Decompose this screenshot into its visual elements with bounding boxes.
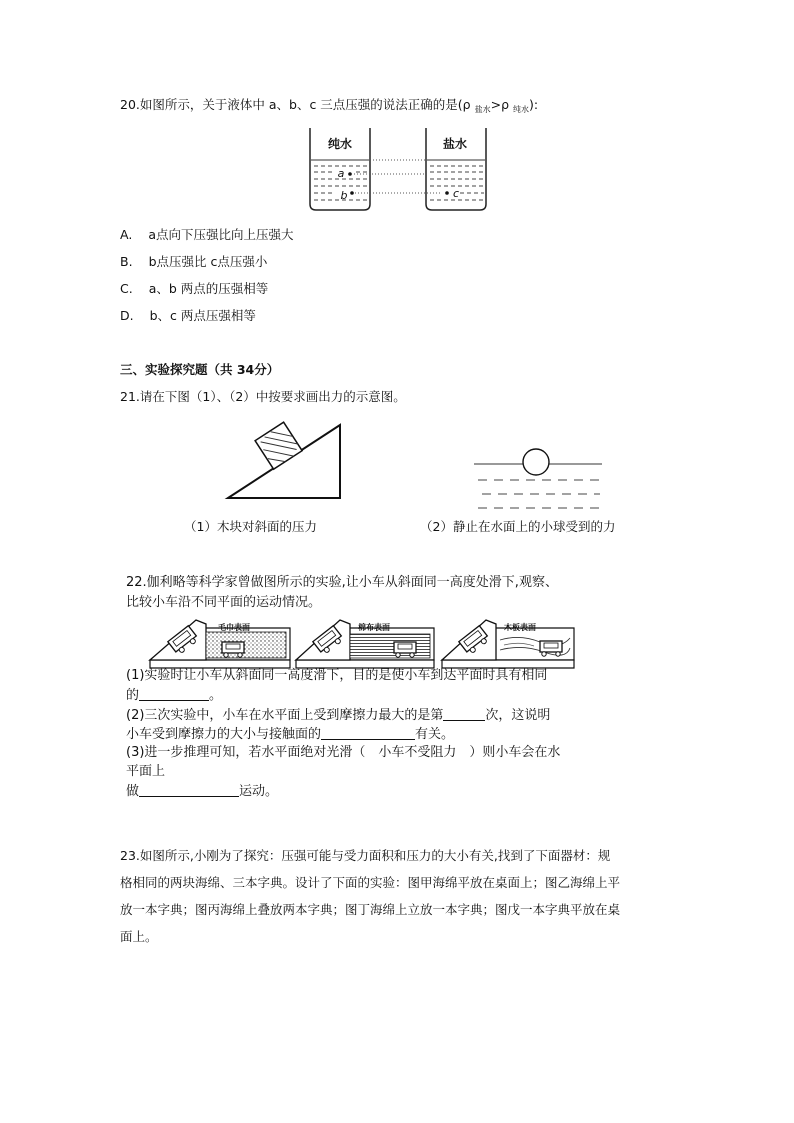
option-text: b、c 两点压强相等 bbox=[149, 308, 256, 323]
panel-wood bbox=[442, 620, 574, 668]
q20-stem-text: 20.如图所示，关于液体中 a、b、c 三点压强的说法正确的是( bbox=[120, 97, 463, 112]
point-a-label: a bbox=[337, 167, 345, 180]
q22-part1-line1: (1)实验时让小车从斜面同一高度滑下，目的是使小车到达平面时具有相同 bbox=[126, 668, 548, 683]
left-beaker-label: 纯水 bbox=[327, 137, 353, 151]
text: (2)三次实验中，小车在水平面上受到摩擦力最大的是第 bbox=[126, 708, 444, 723]
text: 小车受到摩擦力的大小与接触面的 bbox=[126, 727, 322, 742]
option-letter: D. bbox=[120, 308, 134, 323]
greater-than: > bbox=[490, 97, 502, 112]
q22-part1-line2 bbox=[126, 686, 222, 705]
panel-towel bbox=[150, 620, 290, 668]
q23-line4: 面上。 bbox=[120, 929, 158, 944]
text: 有关。 bbox=[415, 727, 455, 742]
figure2-caption: （2）静止在水面上的小球受到的力 bbox=[420, 519, 616, 534]
q22-stem-line1: 22.伽利略等科学家曾做图所示的实验,让小车从斜面同一高度处滑下,观察、 bbox=[126, 575, 558, 590]
surface-label-wood: 木板表面 bbox=[504, 623, 536, 632]
rho-symbol: ρ bbox=[501, 97, 510, 112]
rho-symbol: ρ bbox=[462, 97, 471, 112]
option-letter: A. bbox=[120, 227, 133, 242]
subscript-pure-water: 纯水 bbox=[513, 105, 529, 114]
q22-part3-line2: 平面上 bbox=[126, 764, 166, 779]
blank-4[interactable] bbox=[139, 782, 239, 797]
stem-close: ): bbox=[529, 97, 539, 112]
q23-line1: 23.如图所示,小刚为了探究：压强可能与受力面积和压力的大小有关,找到了下面器材：规 bbox=[120, 848, 611, 863]
subscript-salt-water: 盐水 bbox=[474, 105, 491, 114]
q22-part3-line3 bbox=[126, 782, 278, 801]
option-letter: B. bbox=[120, 254, 133, 269]
option-text: a、b 两点的压强相等 bbox=[148, 281, 269, 296]
right-beaker-label: 盐水 bbox=[442, 137, 468, 151]
figure1-caption: （1）木块对斜面的压力 bbox=[184, 519, 317, 534]
text: 次，这说明 bbox=[485, 708, 551, 723]
point-b-label: b bbox=[340, 189, 348, 202]
q23-line3: 放一本字典；图丙海绵上叠放两本字典；图丁海绵上立放一本字典；图戊一本字典平放在桌 bbox=[120, 902, 621, 917]
point-c-label: c bbox=[452, 187, 460, 200]
option-text: b点压强比 c点压强小 bbox=[148, 254, 268, 269]
surface-label-towel: 毛巾表面 bbox=[218, 623, 250, 632]
blank-1[interactable] bbox=[139, 686, 209, 701]
option-text: a点向下压强比向上压强大 bbox=[148, 227, 294, 242]
panel-cloth bbox=[296, 620, 434, 668]
blank-2[interactable] bbox=[443, 706, 485, 721]
text: 运动。 bbox=[239, 784, 279, 799]
q21-stem: 21.请在下图（1）、（2）中按要求画出力的示意图。 bbox=[120, 389, 406, 404]
q22-part3-line1: (3)进一步推理可知，若水平面绝对光滑（ 小车不受阻力 ）则小车会在水 bbox=[126, 745, 561, 760]
q22-part2-line2 bbox=[126, 725, 454, 744]
text: 的 bbox=[126, 688, 140, 703]
section-heading: 三、实验探究题（共 34分） bbox=[120, 362, 280, 377]
text: 做 bbox=[126, 784, 140, 799]
surface-label-cloth: 棉布表面 bbox=[358, 623, 390, 632]
option-letter: C. bbox=[120, 281, 133, 296]
blank-3[interactable] bbox=[321, 725, 415, 740]
q23-line2: 格相同的两块海绵、三本字典。设计了下面的实验：图甲海绵平放在桌面上；图乙海绵上平 bbox=[120, 875, 621, 890]
text: 。 bbox=[209, 688, 223, 703]
q22-stem-line2: 比较小车沿不同平面的运动情况。 bbox=[126, 595, 322, 610]
q22-part2-line1 bbox=[126, 706, 550, 725]
